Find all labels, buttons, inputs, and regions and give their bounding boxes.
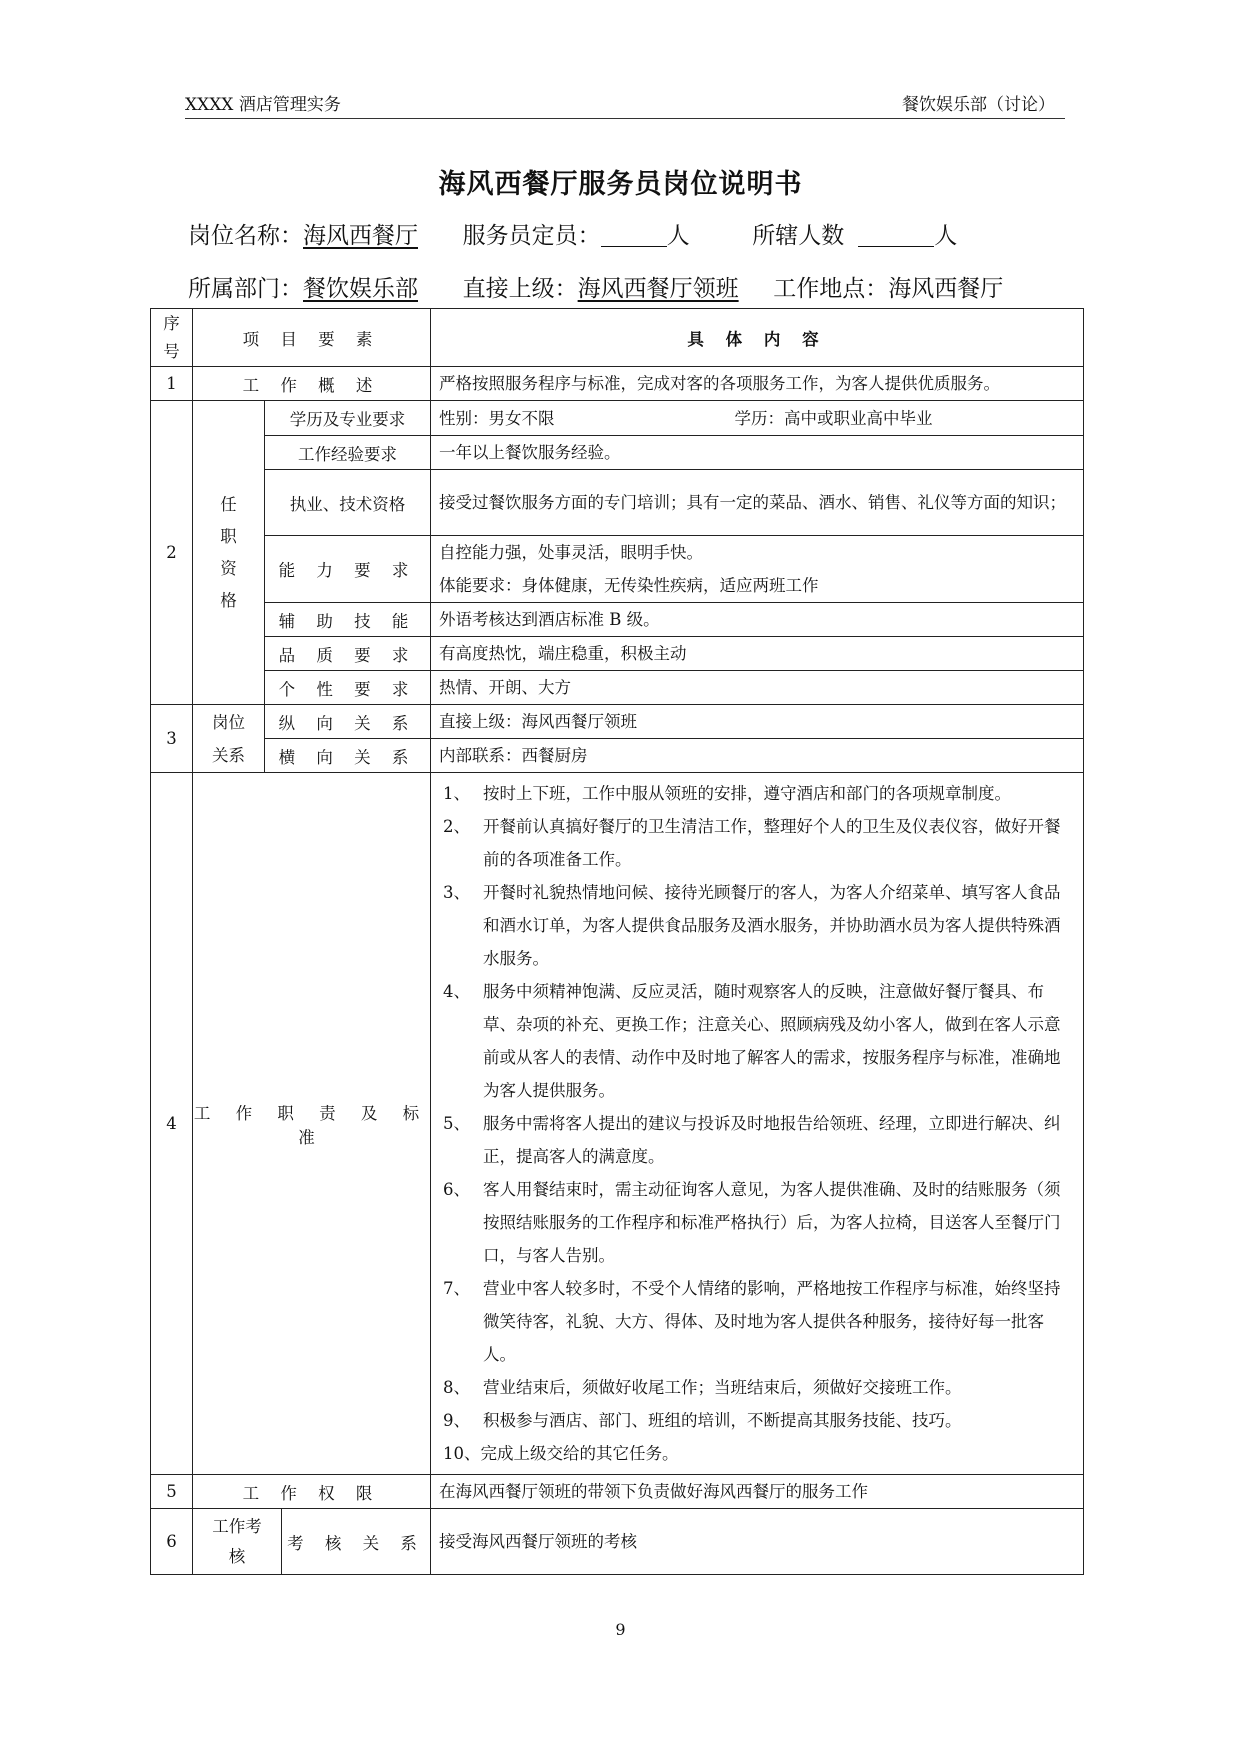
duty-item: 9、 积极参与酒店、部门、班组的培训，不断提高其服务技能、技巧。 bbox=[443, 1411, 962, 1430]
table-row bbox=[151, 367, 1084, 401]
row-item: 工 作 权 限 bbox=[193, 1475, 431, 1509]
sub-blank bbox=[858, 224, 934, 247]
duty-item: 1、 按时上下班，工作中服从领班的安排，遵守酒店和部门的各项规章制度。 bbox=[443, 784, 1011, 803]
row-seq: 5 bbox=[151, 1475, 193, 1509]
ability-content bbox=[431, 536, 1084, 603]
content-header: 具 体 内 容 bbox=[431, 309, 1084, 367]
row-item: 工 作 概 述 bbox=[193, 367, 431, 401]
duties-list bbox=[431, 773, 1084, 1475]
duty-item: 6、 客人用餐结束时，需主动征询客人意见，为客人提供准确、及时的结账服务（须按照结账服务的工作程序和标准严格执行）后，为客人拉椅，目送客人至餐厅门口，与客人告别。 bbox=[443, 1180, 1061, 1265]
exp-content: 一年以上餐饮服务经验。 bbox=[431, 436, 1084, 470]
cert-content: 接受过餐饮服务方面的专门培训；具有一定的菜品、酒水、销售、礼仪等方面的知识； bbox=[431, 470, 1084, 536]
quality-label: 品 质 要 求 bbox=[265, 637, 431, 671]
staff-blank bbox=[601, 224, 667, 247]
header-right: 餐饮娱乐部（讨论） bbox=[902, 95, 1055, 115]
table-header-row bbox=[151, 309, 1084, 367]
duty-item: 4、 服务中须精神饱满、反应灵活，随时观察客人的反映，注意做好餐厅餐具、布草、杂项的补充、更换工作；注意关心、照顾病残及幼小客人，做到在客人示意前或从客人的表情、动作中及时地了解客人的需求，按服务程序与标准，准确地为客人提供服务。 bbox=[443, 982, 1061, 1100]
cert-label: 执业、技术资格 bbox=[265, 470, 431, 536]
table-row bbox=[151, 1475, 1084, 1509]
document-title: 海风西餐厅服务员岗位说明书 bbox=[438, 169, 803, 200]
table-row bbox=[151, 470, 1084, 536]
seq-header: 序号 bbox=[151, 309, 193, 367]
location-value: 海风西餐厅 bbox=[888, 276, 1004, 302]
vertical-label: 纵 向 关 系 bbox=[265, 705, 431, 739]
table-row bbox=[151, 637, 1084, 671]
duty-item: 7、 营业中客人较多时，不受个人情绪的影响，严格地按工作程序与标准，始终坚持微笑待客，礼貌、大方、得体、及时地为客人提供各种服务，接待好每一批客人。 bbox=[443, 1279, 1061, 1364]
ability-line-1: 自控能力强，处事灵活，眼明手快。 bbox=[439, 543, 703, 562]
info-line-1 bbox=[188, 217, 957, 250]
edu-label: 学历及专业要求 bbox=[265, 401, 431, 436]
table-row bbox=[151, 603, 1084, 637]
assess-label: 考 核 关 系 bbox=[282, 1509, 431, 1575]
sub-label: 所辖人数 bbox=[752, 223, 845, 249]
dept-value: 餐饮娱乐部 bbox=[303, 276, 418, 302]
duty-item: 8、 营业结束后，须做好收尾工作；当班结束后，须做好交接班工作。 bbox=[443, 1378, 962, 1397]
row-seq: 1 bbox=[151, 367, 193, 401]
person-content: 热情、开朗、大方 bbox=[431, 671, 1084, 705]
duty-item: 10、完成上级交给的其它任务。 bbox=[443, 1444, 679, 1463]
position-label: 岗位名称： bbox=[188, 223, 303, 249]
item-header: 项 目 要 素 bbox=[193, 309, 431, 367]
sub-unit: 人 bbox=[934, 223, 958, 249]
staff-unit: 人 bbox=[666, 223, 690, 249]
job-description-table bbox=[150, 308, 1084, 1575]
horizontal-content: 内部联系：西餐厨房 bbox=[431, 739, 1084, 773]
quality-content: 有高度热忱，端庄稳重，积极主动 bbox=[431, 637, 1084, 671]
aux-content: 外语考核达到酒店标准 B 级。 bbox=[431, 603, 1084, 637]
position-value: 海风西餐厅 bbox=[303, 223, 418, 249]
table-row bbox=[151, 705, 1084, 739]
table-row bbox=[151, 773, 1084, 1475]
dept-label: 所属部门： bbox=[188, 276, 303, 302]
ability-label: 能 力 要 求 bbox=[265, 536, 431, 603]
duty-item: 3、 开餐时礼貌热情地问候、接待光顾餐厅的客人，为客人介绍菜单、填写客人食品和酒水订单，为客人提供食品服务及酒水服务，并协助酒水员为客人提供特殊酒水服务。 bbox=[443, 883, 1061, 968]
superior-label: 直接上级： bbox=[462, 276, 578, 302]
page-header bbox=[185, 88, 1065, 119]
row-item: 工 作 职 责 及 标 准 bbox=[193, 773, 431, 1475]
row-seq: 2 bbox=[151, 401, 193, 705]
aux-label: 辅 助 技 能 bbox=[265, 603, 431, 637]
superior-value: 海风西餐厅领班 bbox=[577, 276, 739, 302]
info-line-2 bbox=[188, 270, 1003, 303]
edu-text: 学历：高中或职业高中毕业 bbox=[734, 408, 933, 428]
table-row bbox=[151, 401, 1084, 436]
row-content: 严格按照服务程序与标准，完成对客的各项服务工作，为客人提供优质服务。 bbox=[431, 367, 1084, 401]
page-number: 9 bbox=[615, 1620, 626, 1639]
exp-label: 工作经验要求 bbox=[265, 436, 431, 470]
table-row bbox=[151, 1509, 1084, 1575]
horizontal-label: 横 向 关 系 bbox=[265, 739, 431, 773]
row-seq: 6 bbox=[151, 1509, 193, 1575]
row-seq: 4 bbox=[151, 773, 193, 1475]
row-content: 在海风西餐厅领班的带领下负责做好海风西餐厅的服务工作 bbox=[431, 1475, 1084, 1509]
duty-item: 5、 服务中需将客人提出的建议与投诉及时地报告给领班、经理，立即进行解决、纠正，提高客人的满意度。 bbox=[443, 1114, 1061, 1166]
row-seq: 3 bbox=[151, 705, 193, 773]
table-row bbox=[151, 536, 1084, 603]
group-label: 岗位关系 bbox=[193, 705, 265, 773]
vertical-content: 直接上级：海风西餐厅领班 bbox=[431, 705, 1084, 739]
duty-item: 2、 开餐前认真搞好餐厅的卫生清洁工作，整理好个人的卫生及仪表仪容，做好开餐前的各项准备工作。 bbox=[443, 817, 1061, 869]
table-row bbox=[151, 739, 1084, 773]
person-label: 个 性 要 求 bbox=[265, 671, 431, 705]
table-row bbox=[151, 436, 1084, 470]
group-label: 任职资格 bbox=[193, 401, 265, 705]
location-label: 工作地点： bbox=[773, 276, 889, 302]
ability-line-2: 体能要求：身体健康，无传染性疾病，适应两班工作 bbox=[439, 576, 819, 595]
assess-content: 接受海风西餐厅领班的考核 bbox=[431, 1509, 1084, 1575]
table-row bbox=[151, 671, 1084, 705]
edu-content bbox=[431, 401, 1084, 436]
gender-text: 性别：男女不限 bbox=[439, 408, 555, 428]
group-label: 工作考核 bbox=[193, 1509, 282, 1575]
staff-label: 服务员定员： bbox=[462, 223, 601, 249]
header-left: XXXX 酒店管理实务 bbox=[185, 95, 341, 115]
